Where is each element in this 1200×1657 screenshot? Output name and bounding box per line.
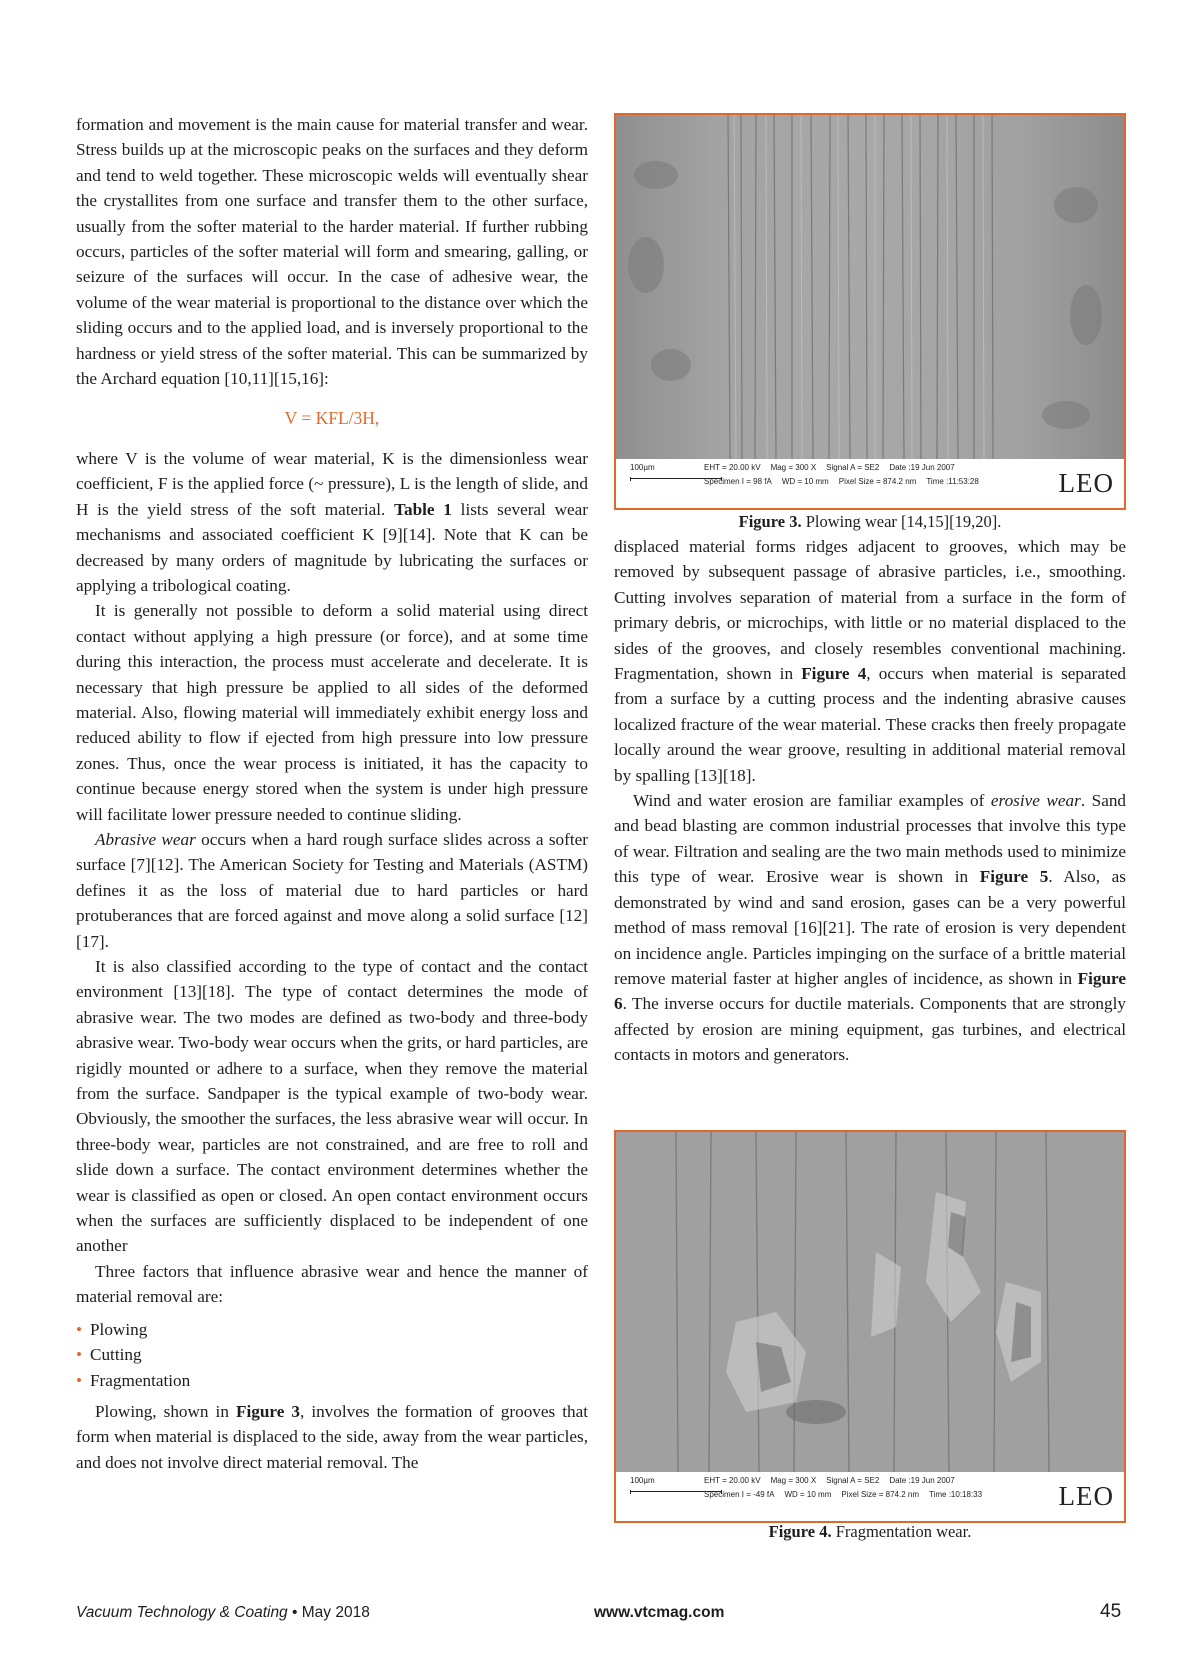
paragraph: where V is the volume of wear material, K is the dimensionless wear coefficient, F is the applied force (~ pressure), L is the length of slide, and H is the yield stress of the soft material. Table 1 lists several wear mechanisms and associated coefficient K [9][14]. Note that K can be decreased by many orders of magnitude by lubricating the surfaces or applying a tribological coating. (76, 448, 588, 595)
figure-4-sem-image (614, 1130, 1126, 1523)
right-column (614, 534, 1126, 1068)
paragraph: It is also classified according to the type of contact and the contact environment [13][18]. The type of contact determines the mode of abrasive wear. The two modes are defined as two-body and three-body abrasive wear. Two-body wear occurs when the grits, or hard particles, are rigidly mounted or adhere to a surface, when they remove the material from the surface. Sandpaper is the typical example of two-body wear. Obviously, the smoother the surfaces, the less abrasive wear will occur. In three-body wear, particles are not constrained, and are free to roll and slide down a surface. The contact environment determines whether the wear is classified as open or closed. An open contact environment occurs when the surfaces are sufficiently displaced to be independent of one another (76, 957, 588, 1256)
table-reference: Table 1 (394, 499, 452, 519)
sem-data-bar (616, 459, 1124, 508)
term-abrasive-wear: Abrasive wear (95, 829, 196, 849)
scale-label: 100µm (630, 463, 655, 472)
sem-data-bar (616, 1472, 1124, 1521)
figure-reference: Figure 4 (801, 664, 867, 684)
paragraph: Three factors that influence abrasive wear and hence the manner of material removal are: (76, 1261, 588, 1307)
term-erosive-wear: erosive wear (990, 791, 1081, 811)
leo-logo: LEO (1058, 468, 1114, 498)
archard-equation: V = KFL/3H, (284, 408, 380, 429)
sem-meta-row: Specimen I = 98 fA WD = 10 mm Pixel Size = 874.2 nm Time :11:53:28 (704, 477, 979, 486)
fragmentation-wear-micrograph (616, 1132, 1124, 1472)
paragraph: Wind and water erosion are familiar examples of erosive wear. Sand and bead blasting are common industrial processes that involve this type of wear. Filtration and sealing are the two main methods used to minimize this type of wear. Erosive wear is shown in Figure 5. Also, as demonstrated by wind and sand erosion, gases can be a very powerful method of mass removal [16][21]. The rate of erosion is very dependent on incidence angle. Particles impinging on the surface of a brittle material remove material faster at higher angles of incidence, as shown in Figure 6. The inverse occurs for ductile materials. Components that are strongly affected by erosion are mining equipment, gas turbines, and electrical contacts in motors and generators. (614, 791, 1127, 1065)
paragraph: Abrasive wear occurs when a hard rough surface slides across a softer surface [7][12]. The American Society for Testing and Materials (ASTM) defines it as the loss of material due to hard particles or hard protuberances that are forced against and move along a solid surface [12][17]. (76, 829, 588, 951)
figure-reference: Figure 3 (235, 1401, 300, 1421)
list-item: • Cutting (76, 1342, 588, 1367)
paragraph: It is generally not possible to deform a solid material using direct contact without applying a high pressure (or force), and at some time during this interaction, the process must accelerate and decelerate. It is necessary that high pressure be applied to all sides of the deformed material. Also, flowing material will immediately exhibit energy loss and reduced ability to flow if ejected from high pressure into low pressure zones. Thus, once the wear process is initiated, it has the capacity to continue because energy stored when the system is under high pressure will facilitate lower pressure needed to continue sliding. (76, 601, 588, 824)
figure-reference: Figure 6 (614, 968, 1126, 1014)
left-column (76, 112, 588, 1475)
sem-meta-row: EHT = 20.00 kV Mag = 300 X Signal A = SE2 Date :19 Jun 2007 (704, 1476, 955, 1485)
plowing-wear-micrograph (616, 115, 1124, 459)
figure-reference: Figure 5 (979, 867, 1049, 887)
figure-3-sem-image (614, 113, 1126, 510)
list-item: • Fragmentation (76, 1368, 588, 1393)
footer-journal: Vacuum Technology & Coating • May 2018 (76, 1604, 370, 1621)
paragraph: displaced material forms ridges adjacent to grooves, which may be removed by subsequent passage of abrasive particles, i.e., smoothing. Cutting involves separation of material from a surface in the form of primary debris, or microchips, with little or no material displaced to the sides of the grooves, and closely resembles conventional machining. Fragmentation, shown in Figure 4, occurs when material is separated from a surface by a cutting process and the indenting abrasive causes localized fracture of the wear material. These cracks then freely propagate locally around the wear groove, resulting in additional material removal by spalling [13][18]. (614, 537, 1126, 785)
paragraph: formation and movement is the main cause for material transfer and wear. Stress builds up at the microscopic peaks on the surfaces and they deform and tend to weld together. These microscopic welds will eventually shear the crystallites from one surface and transfer them to the other surface, usually from the softer material to the harder material. If further rubbing occurs, particles of the softer material will form and smearing, galling, or seizure of the surfaces will occur. In the case of adhesive wear, the volume of the wear material is proportional to the distance over which the sliding occurs and to the applied load, and is inversely proportional to the hardness or yield stress of the softer material. This can be summarized by the Archard equation [10,11][15,16]: (76, 115, 588, 389)
footer-url[interactable]: www.vtcmag.com (594, 1604, 725, 1621)
page-number: 45 (1100, 1601, 1122, 1622)
paragraph: Plowing, shown in Figure 3, involves the formation of grooves that form when material is displaced to the side, away from the wear particles, and does not involve direct material removal. The (76, 1401, 589, 1472)
scale-label: 100µm (630, 1476, 655, 1485)
figure-4-caption: Figure 4. Fragmentation wear. (768, 1522, 972, 1541)
factor-list (76, 1317, 588, 1393)
list-item: • Plowing (76, 1317, 588, 1342)
sem-meta-row: EHT = 20.00 kV Mag = 300 X Signal A = SE2 Date :19 Jun 2007 (704, 463, 955, 472)
figure-3-caption: Figure 3. Plowing wear [14,15][19,20]. (738, 512, 1002, 531)
leo-logo: LEO (1058, 1481, 1114, 1511)
sem-meta-row: Specimen I = -49 fA WD = 10 mm Pixel Size = 874.2 nm Time :10:18:33 (704, 1490, 983, 1499)
